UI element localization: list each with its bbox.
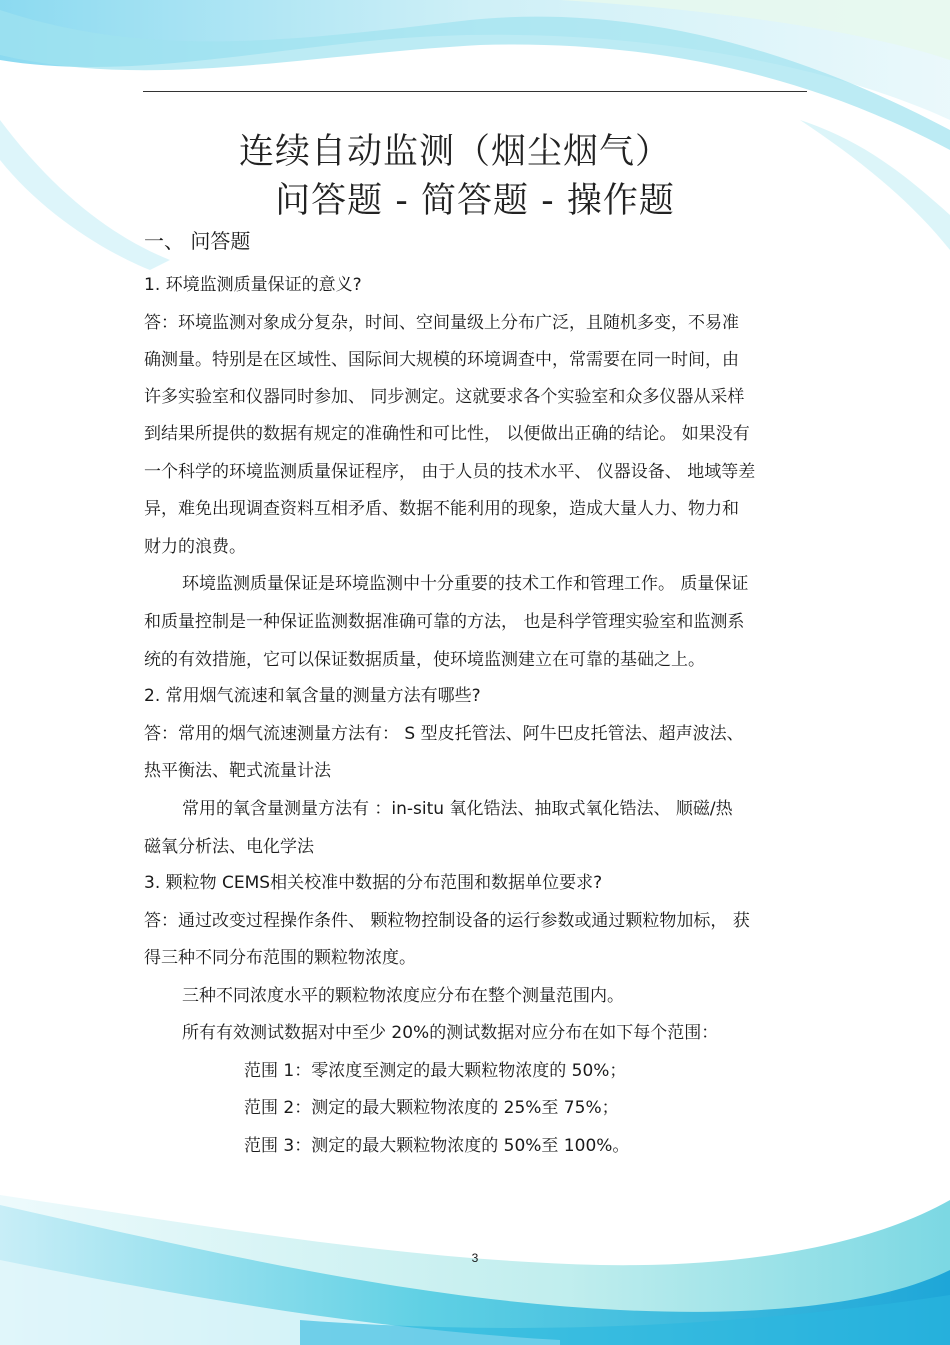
answer-line: 和质量控制是一种保证监测数据准确可靠的方法， 也是科学管理实验室和监测系 bbox=[144, 612, 745, 632]
document-title-line2: 问答题 - 简答题 - 操作题 bbox=[275, 181, 675, 221]
answer-line: 所有有效测试数据对中至少 20%的测试数据对应分布在如下每个范围： bbox=[182, 1023, 719, 1043]
answer-line: 答：常用的烟气流速测量方法有： S 型皮托管法、阿牛巴皮托管法、超声波法、 bbox=[144, 724, 744, 744]
range-item: 范围 3：测定的最大颗粒物浓度的 50%至 100%。 bbox=[244, 1136, 630, 1156]
answer-line: 磁氧分析法、电化学法 bbox=[144, 837, 314, 857]
answer-line: 三种不同浓度水平的颗粒物浓度应分布在整个测量范围内。 bbox=[182, 986, 624, 1006]
answer-line: 热平衡法、靶式流量计法 bbox=[144, 761, 331, 781]
question-3: 3. 颗粒物 CEMS相关校准中数据的分布范围和数据单位要求? bbox=[144, 873, 603, 893]
answer-line: 常用的氧含量测量方法有 ：in-situ 氧化锆法、抽取式氧化锆法、 顺磁/热 bbox=[182, 799, 733, 819]
answer-line: 到结果所提供的数据有规定的准确性和可比性， 以便做出正确的结论。 如果没有 bbox=[144, 424, 750, 444]
question-1: 1. 环境监测质量保证的意义? bbox=[144, 275, 362, 295]
answer-line: 异，难免出现调查资料互相矛盾、数据不能利用的现象，造成大量人力、物力和 bbox=[144, 499, 739, 519]
question-2: 2. 常用烟气流速和氧含量的测量方法有哪些? bbox=[144, 686, 481, 706]
answer-line: 确测量。特别是在区域性、国际间大规模的环境调查中，常需要在同一时间，由 bbox=[144, 350, 739, 370]
answer-line: 答：环境监测对象成分复杂，时间、空间量级上分布广泛，且随机多变，不易准 bbox=[144, 313, 739, 333]
header-rule bbox=[143, 91, 807, 92]
answer-line: 环境监测质量保证是环境监测中十分重要的技术工作和管理工作。 质量保证 bbox=[182, 574, 749, 594]
range-item: 范围 1：零浓度至测定的最大颗粒物浓度的 50%； bbox=[244, 1061, 627, 1081]
section-heading: 一、 问答题 bbox=[144, 229, 251, 253]
answer-line: 许多实验室和仪器同时参加、 同步测定。这就要求各个实验室和众多仪器从采样 bbox=[144, 387, 745, 407]
answer-line: 财力的浪费。 bbox=[144, 537, 246, 557]
document-title-line1: 连续自动监测（烟尘烟气） bbox=[238, 132, 671, 172]
answer-line: 一个科学的环境监测质量保证程序， 由于人员的技术水平、 仪器设备、 地域等差 bbox=[144, 462, 756, 482]
range-item: 范围 2：测定的最大颗粒物浓度的 25%至 75%； bbox=[244, 1098, 619, 1118]
answer-line: 答：通过改变过程操作条件、 颗粒物控制设备的运行参数或通过颗粒物加标， 获 bbox=[144, 911, 750, 931]
page-number: 3 bbox=[471, 1251, 479, 1265]
answer-line: 得三种不同分布范围的颗粒物浓度。 bbox=[144, 948, 416, 968]
answer-line: 统的有效措施，它可以保证数据质量，使环境监测建立在可靠的基础之上。 bbox=[144, 650, 705, 670]
